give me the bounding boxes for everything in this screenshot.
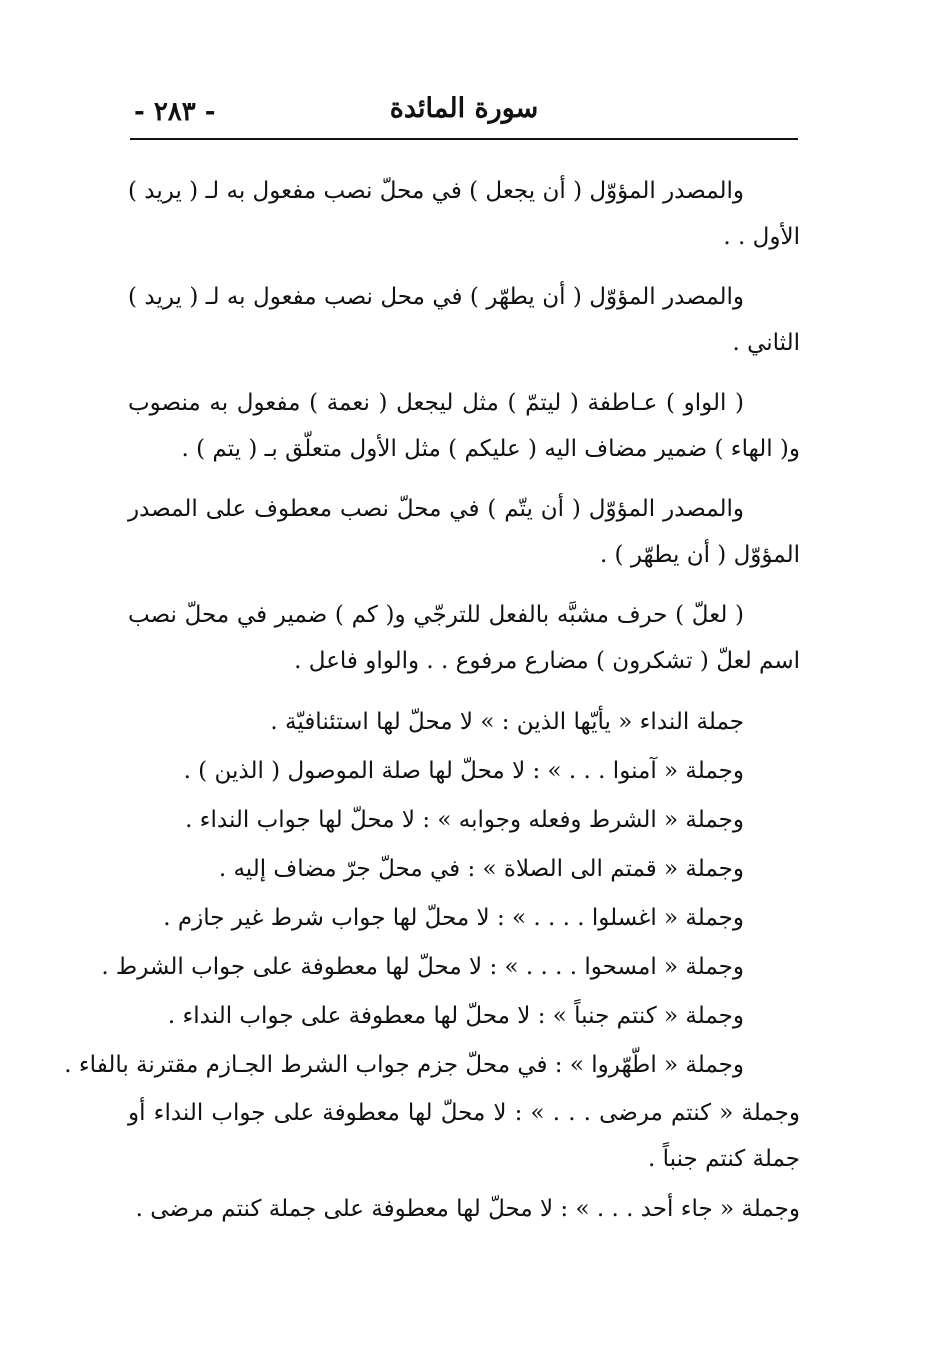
sentence-line: وجملة « اغسلوا . . . . » : لا محلّ لها جواب شرط غير جازم . [163,905,744,931]
sentence-line: وجملة « كنتم جنباً » : لا محلّ لها معطوفة على جواب النداء . [167,1003,744,1029]
sentence-line: وجملة « قمتم الى الصلاة » : في محلّ جرّ مضاف إليه . [218,856,744,882]
page-header [130,92,798,132]
paragraph: والمصدر المؤوّل ( أن يجعل ) في محلّ نصب مفعول به لـ ( يريد ) الأول . . [128,178,800,250]
sentence-line: وجملة « اطّهّروا » : في محلّ جزم جواب الشرط الجـازم مقترنة بالفاء . [64,1052,744,1078]
sentence-line: وجملة « امسحوا . . . . » : لا محلّ لها معطوفة على جواب الشرط . [101,954,744,980]
sentence-line: جملة النداء « يأيّها الذين : » لا محلّ لها استئنافيّة . [270,709,744,735]
paragraph: ( لعلّ ) حرف مشبَّه بالفعل للترجّي و( كم ) ضمير في محلّ نصب اسم لعلّ ( تشكرون ) مضارع مرفوع . . والواو فاعل . [128,602,800,674]
page-number: - ٢٨٣ - [134,97,216,127]
paragraph: والمصدر المؤوّل ( أن يطهّر ) في محل نصب مفعول به لـ ( يريد ) الثاني . [128,284,800,356]
wrapped-sentence: وجملة « كنتم مرضى . . . » : لا محلّ لها معطوفة على جواب النداء أو جملة كنتم جنباً . [128,1100,800,1172]
header-rule [130,138,798,140]
surah-title: سورة المائدة [389,93,539,124]
wrapped-sentence: وجملة « جاء أحد . . . » : لا محلّ لها معطوفة على جملة كنتم مرضى . [135,1196,800,1222]
paragraph: ( الواو ) عـاطفة ( ليتمّ ) مثل ليجعل ( نعمة ) مفعول به منصوب و( الهاء ) ضمير مضاف اليه ( عليكم ) مثل الأول متعلّق بـ ( يتم ) . [128,390,800,462]
sentence-line: وجملة « الشرط وفعله وجوابه » : لا محلّ لها جواب النداء . [185,807,744,833]
paragraph: والمصدر المؤوّل ( أن يتّم ) في محلّ نصب معطوف على المصدر المؤوّل ( أن يطهّر ) . [128,496,800,568]
page-body [64,168,800,1246]
sentence-line: وجملة « آمنوا . . . » : لا محلّ لها صلة الموصول ( الذين ) . [183,758,744,784]
